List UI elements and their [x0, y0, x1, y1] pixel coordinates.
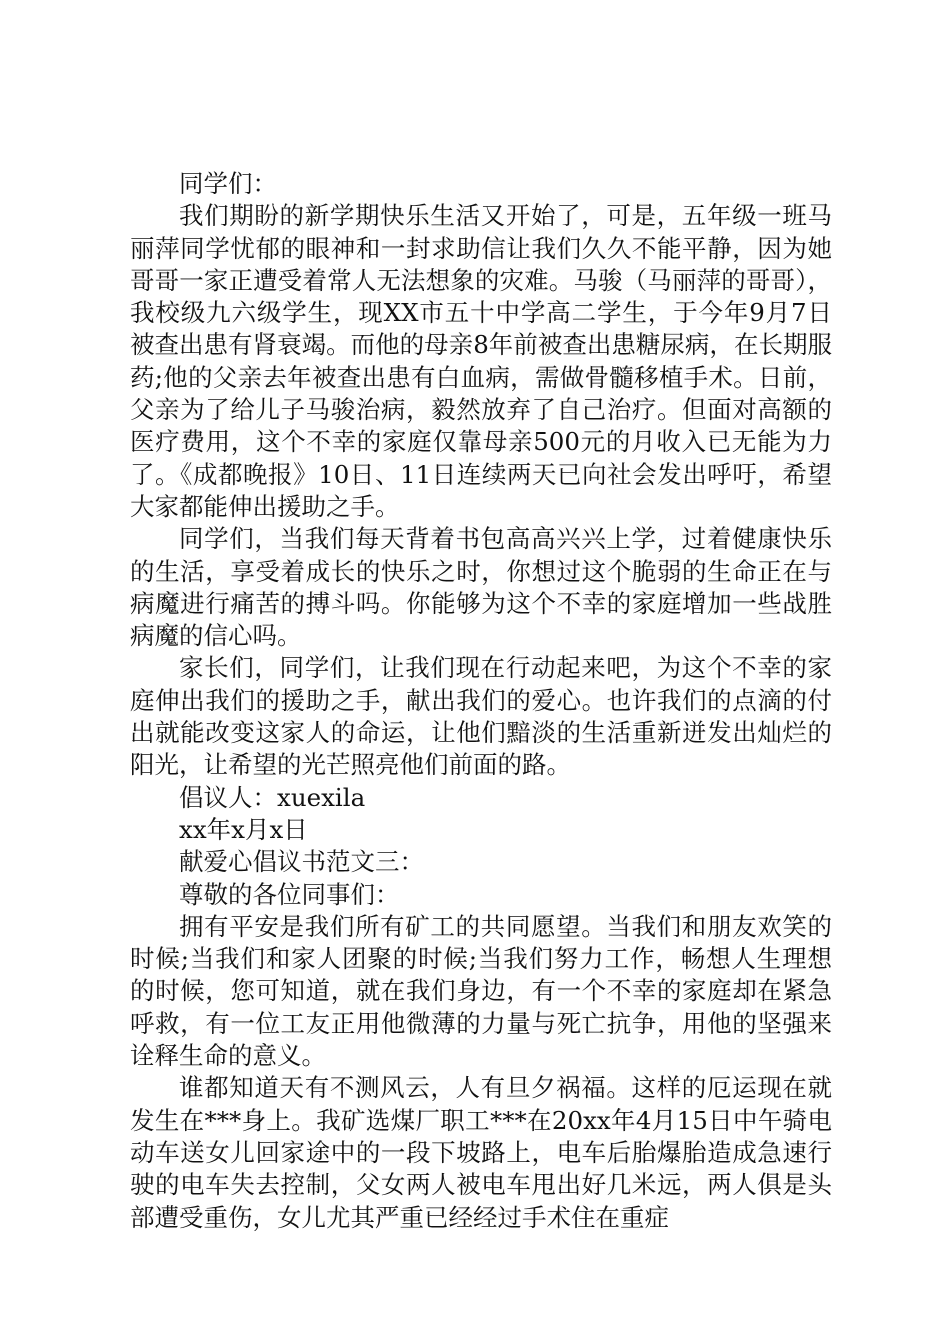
date: xx年x月x日: [179, 814, 308, 844]
signer: 倡议人：xuexila: [179, 782, 366, 812]
greeting: 同学们：: [179, 169, 277, 198]
greeting-2: 尊敬的各位同事们：: [179, 879, 400, 909]
section-title: 献爱心倡议书范文三：: [179, 847, 424, 877]
paragraph-4: 拥有平安是我们所有矿工的共同愿望。当我们和朋友欢笑的时候;当我们和家人团聚的时候;当我们努力工作，畅想人生理想的时候，您可知道，就在我们身边，有一个不幸的家庭却在紧急呼救，有一位工友正用他微薄的力量与死亡抗争，用他的坚强来诠释生命的意义。: [130, 911, 832, 1071]
paragraph-5: 谁都知道天有不测风云，人有旦夕祸福。这样的厄运现在就发生在***身上。我矿选煤厂职工***在20xx年4月15日中午骑电动车送女儿回家途中的一段下坡路上，电车后胎爆胎造成急速行驶的电车失去控制，父女两人被电车甩出好几米远，两人俱是头部遭受重伤，女儿尤其严重已经经过手术住在重症: [130, 1073, 832, 1232]
paragraph-2: 同学们，当我们每天背着书包高高兴兴上学，过着健康快乐的生活，享受着成长的快乐之时，你想过这个脆弱的生命正在与病魔进行痛苦的搏斗吗。你能够为这个不幸的家庭增加一些战胜病魔的信心吗。: [130, 524, 832, 651]
document-body: [130, 168, 832, 1234]
paragraph-3: 家长们，同学们，让我们现在行动起来吧，为这个不幸的家庭伸出我们的援助之手，献出我们的爱心。也许我们的点滴的付出就能改变这家人的命运，让他们黯淡的生活重新迸发出灿烂的阳光，让希望的光芒照亮他们前面的路。: [130, 653, 832, 780]
paragraph-1: 我们期盼的新学期快乐生活又开始了，可是，五年级一班马丽萍同学忧郁的眼神和一封求助信让我们久久不能平静，因为她哥哥一家正遭受着常人无法想象的灾难。马骏（马丽萍的哥哥），我校级九六级学生，现XX市五十中学高二学生，于今年9月7日被查出患有肾衰竭。而他的母亲8年前被查出患糖尿病，在长期服药;他的父亲去年被查出患有白血病，需做骨髓移植手术。日前，父亲为了给儿子马骏治病，毅然放弃了自己治疗。但面对高额的医疗费用，这个不幸的家庭仅靠母亲500元的月收入已无能为力了。《成都晚报》10日、11日连续两天已向社会发出呼吁，希望大家都能伸出援助之手。: [130, 201, 832, 521]
